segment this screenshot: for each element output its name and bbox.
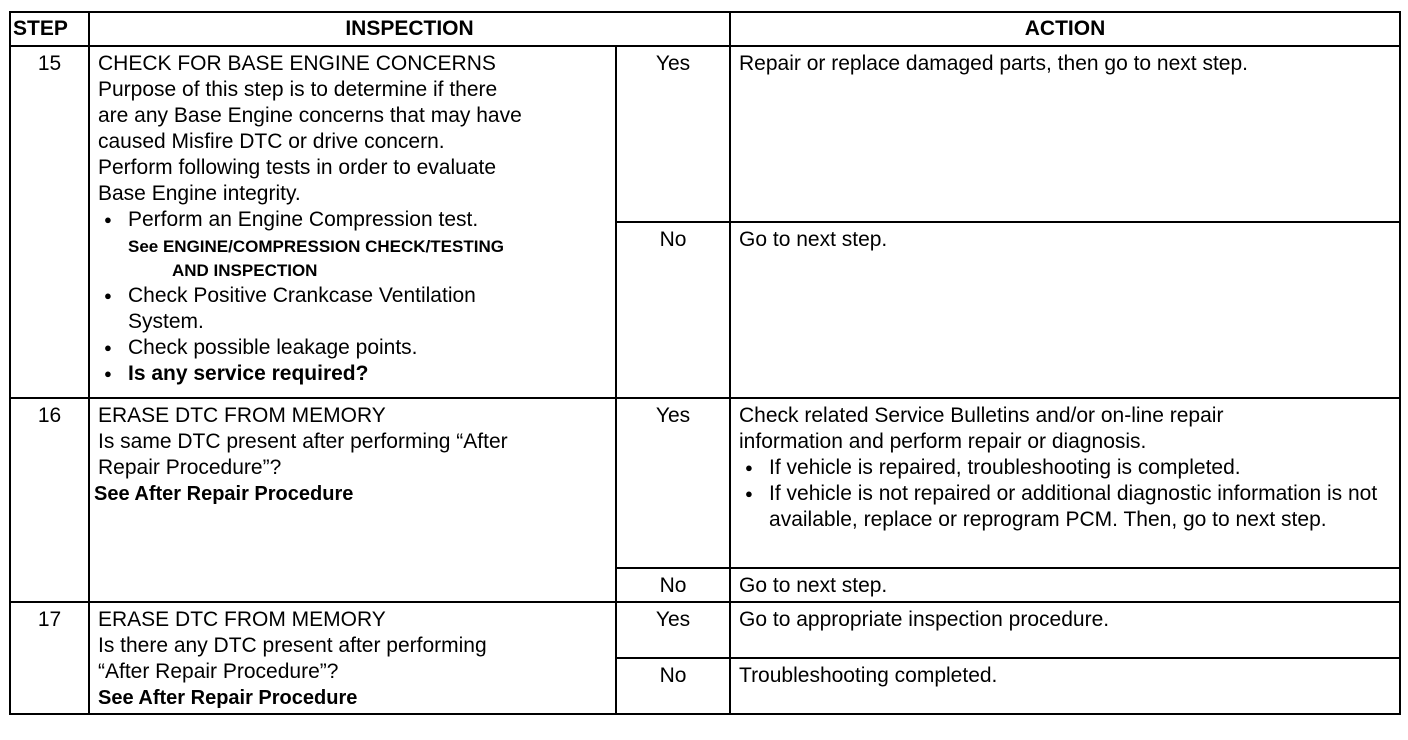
diagnostic-table <box>9 11 1401 715</box>
inspection-text: Base Engine integrity. <box>98 182 301 205</box>
bullet-item: ● Perform an Engine Compression test. <box>98 207 607 233</box>
action-text: information and perform repair or diagnosis. <box>739 430 1147 453</box>
inspection-text: caused Misfire DTC or drive concern. <box>98 130 445 153</box>
inspection-bullet-list <box>98 207 607 233</box>
inspection-bullet-list <box>98 283 607 387</box>
see-reference: See After Repair Procedure <box>98 687 358 709</box>
no-label: No <box>616 658 730 714</box>
inspection-text: Is there any DTC present after performing <box>98 634 487 657</box>
step-header: STEP <box>10 12 89 46</box>
inspection-text: “After Repair Procedure”? <box>98 660 339 683</box>
step-15-yes-row <box>10 46 1400 222</box>
yes-label: Yes <box>616 398 730 568</box>
step-16-yes-row <box>10 398 1400 568</box>
inspection-cell <box>89 46 616 398</box>
bullet-item: ● Check Positive Crankcase Ventilation System. <box>98 283 548 335</box>
bullet-item: ● If vehicle is not repaired or additional diagnostic information is not available, replace or reprogram PCM. Then, go to next step. <box>739 481 1391 533</box>
inspection-title: CHECK FOR BASE ENGINE CONCERNS <box>98 52 496 75</box>
yes-action <box>730 398 1400 568</box>
yes-action: Repair or replace damaged parts, then go to next step. <box>730 46 1400 222</box>
see-reference: See ENGINE/COMPRESSION CHECK/TESTING <box>128 237 504 256</box>
inspection-text: Purpose of this step is to determine if there <box>98 78 498 101</box>
step-17-yes-row <box>10 602 1400 658</box>
step-number: 15 <box>10 46 89 398</box>
yes-action: Go to appropriate inspection procedure. <box>730 602 1400 658</box>
bullet-item: ● If vehicle is repaired, troubleshooting is completed. <box>739 455 1391 481</box>
action-text: Check related Service Bulletins and/or on-line repair <box>739 404 1224 427</box>
see-reference: See After Repair Procedure <box>94 483 354 505</box>
inspection-cell <box>89 602 616 714</box>
inspection-text: Repair Procedure”? <box>98 456 282 479</box>
header-row <box>10 12 1400 46</box>
bullet-item: ● Check possible leakage points. <box>98 335 607 361</box>
action-bullet-list <box>739 455 1391 533</box>
step-number: 17 <box>10 602 89 714</box>
inspection-header: INSPECTION <box>89 12 730 46</box>
no-label: No <box>616 568 730 602</box>
yes-label: Yes <box>616 602 730 658</box>
no-action: Troubleshooting completed. <box>730 658 1400 714</box>
no-action: Go to next step. <box>730 568 1400 602</box>
inspection-title: ERASE DTC FROM MEMORY <box>98 608 386 631</box>
no-action: Go to next step. <box>730 222 1400 398</box>
inspection-cell <box>89 398 616 602</box>
bullet-item: ● Is any service required? <box>98 361 607 387</box>
inspection-text: are any Base Engine concerns that may have <box>98 104 522 127</box>
inspection-title: ERASE DTC FROM MEMORY <box>98 404 386 427</box>
action-header: ACTION <box>730 12 1400 46</box>
inspection-text: Perform following tests in order to evaluate <box>98 156 497 179</box>
inspection-text: Is same DTC present after performing “After <box>98 430 508 453</box>
see-reference: AND INSPECTION <box>172 261 318 280</box>
no-label: No <box>616 222 730 398</box>
step-number: 16 <box>10 398 89 602</box>
yes-label: Yes <box>616 46 730 222</box>
